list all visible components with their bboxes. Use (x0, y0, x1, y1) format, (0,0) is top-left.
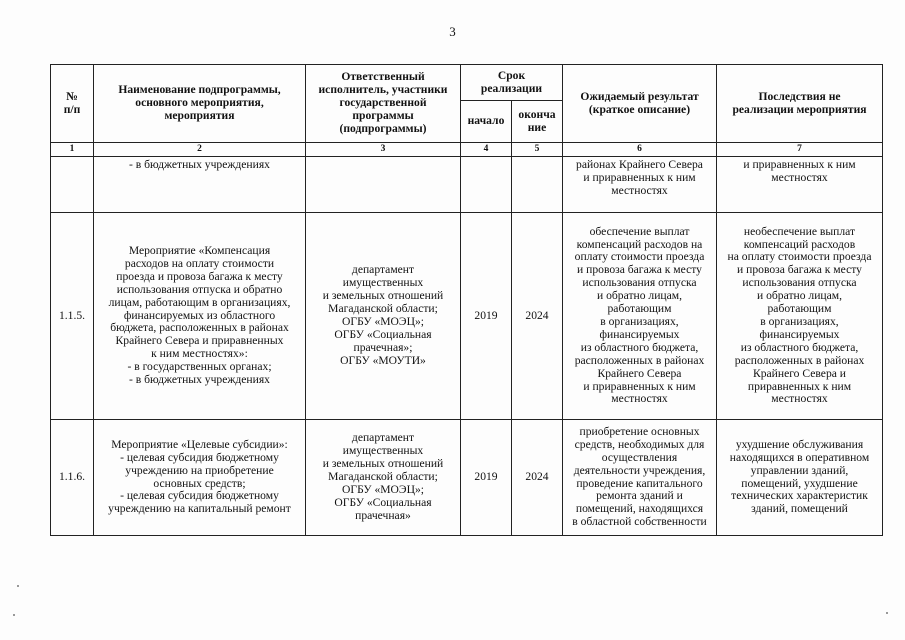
row-end (512, 157, 563, 213)
row-result: приобретение основных средств, необходимых для осуществления деятельности учреждения, проведение капитального ремонта зданий и помещений, находящихся в областной собственности (563, 420, 717, 536)
row-result: обеспечение выплат компенсаций расходов на оплату стоимости проезда и провоза багажа к месту использования отпуска и обратно лицам, работающим в организациях, финансируемых из областного бюджета, расположенных в районах Крайнего Севера и приравненных к ним местностях (563, 213, 717, 420)
table-row (51, 157, 883, 213)
row-executor (306, 157, 461, 213)
row-start (461, 157, 512, 213)
table-row (51, 213, 883, 420)
row-end: 2024 (512, 420, 563, 536)
row-number: 1.1.6. (51, 420, 94, 536)
header-consequence: Последствия не реализации мероприятия (717, 65, 883, 143)
row-name: - в бюджетных учреждениях (94, 157, 306, 213)
scan-dot (886, 612, 888, 614)
row-number: 1.1.5. (51, 213, 94, 420)
page-number: 3 (449, 24, 456, 39)
column-number: 3 (306, 143, 461, 157)
row-name: Мероприятие «Целевые субсидии»: - целевая субсидия бюджетному учреждению на приобретение основных средств; - целевая субсидия бюджетному учреждению на капитальный ремонт (94, 420, 306, 536)
column-number: 6 (563, 143, 717, 157)
row-result: районах Крайнего Севера и приравненных к ним местностях (563, 157, 717, 213)
scan-dot (13, 614, 15, 616)
program-table (50, 64, 883, 536)
header-end: оконча ние (512, 101, 563, 143)
header-executor: Ответственный исполнитель, участники государственной программы (подпрограммы) (306, 65, 461, 143)
row-name: Мероприятие «Компенсация расходов на оплату стоимости проезда и провоза багажа к месту использования отпуска и обратно лицам, работающим в организациях, финансируемых из областного бюджета, расположенных в районах Крайнего Севера и приравненных к ним местностях»: - в государственных органах; - в бюджетных учреждениях (94, 213, 306, 420)
column-number: 7 (717, 143, 883, 157)
row-executor: департамент имущественных и земельных отношений Магаданской области; ОГБУ «МОЭЦ»; ОГБУ «Социальная прачечная»; ОГБУ «МОУТИ» (306, 213, 461, 420)
scan-dot (17, 585, 19, 587)
header-period: Срок реализации (461, 65, 563, 101)
column-number-row (51, 143, 883, 157)
row-consequence: ухудшение обслуживания находящихся в оперативном управлении зданий, помещений, ухудшение технических характеристик зданий, помещений (717, 420, 883, 536)
table-row (51, 420, 883, 536)
column-number: 1 (51, 143, 94, 157)
header-start: начало (461, 101, 512, 143)
row-number (51, 157, 94, 213)
header-name: Наименование подпрограммы, основного мероприятия, мероприятия (94, 65, 306, 143)
row-start: 2019 (461, 213, 512, 420)
column-number: 4 (461, 143, 512, 157)
column-number: 5 (512, 143, 563, 157)
header-result: Ожидаемый результат (краткое описание) (563, 65, 717, 143)
row-end: 2024 (512, 213, 563, 420)
row-start: 2019 (461, 420, 512, 536)
column-number: 2 (94, 143, 306, 157)
row-consequence: и приравненных к ним местностях (717, 157, 883, 213)
row-executor: департамент имущественных и земельных отношений Магаданской области; ОГБУ «МОЭЦ»; ОГБУ «Социальная прачечная» (306, 420, 461, 536)
header-number: № п/п (51, 65, 94, 143)
row-consequence: необеспечение выплат компенсаций расходов на оплату стоимости проезда и провоза багажа к месту использования отпуска и обратно лицам, работающим в организациях, финансируемых из областного бюджета, расположенных в районах Крайнего Севера и приравненных к ним местностях (717, 213, 883, 420)
